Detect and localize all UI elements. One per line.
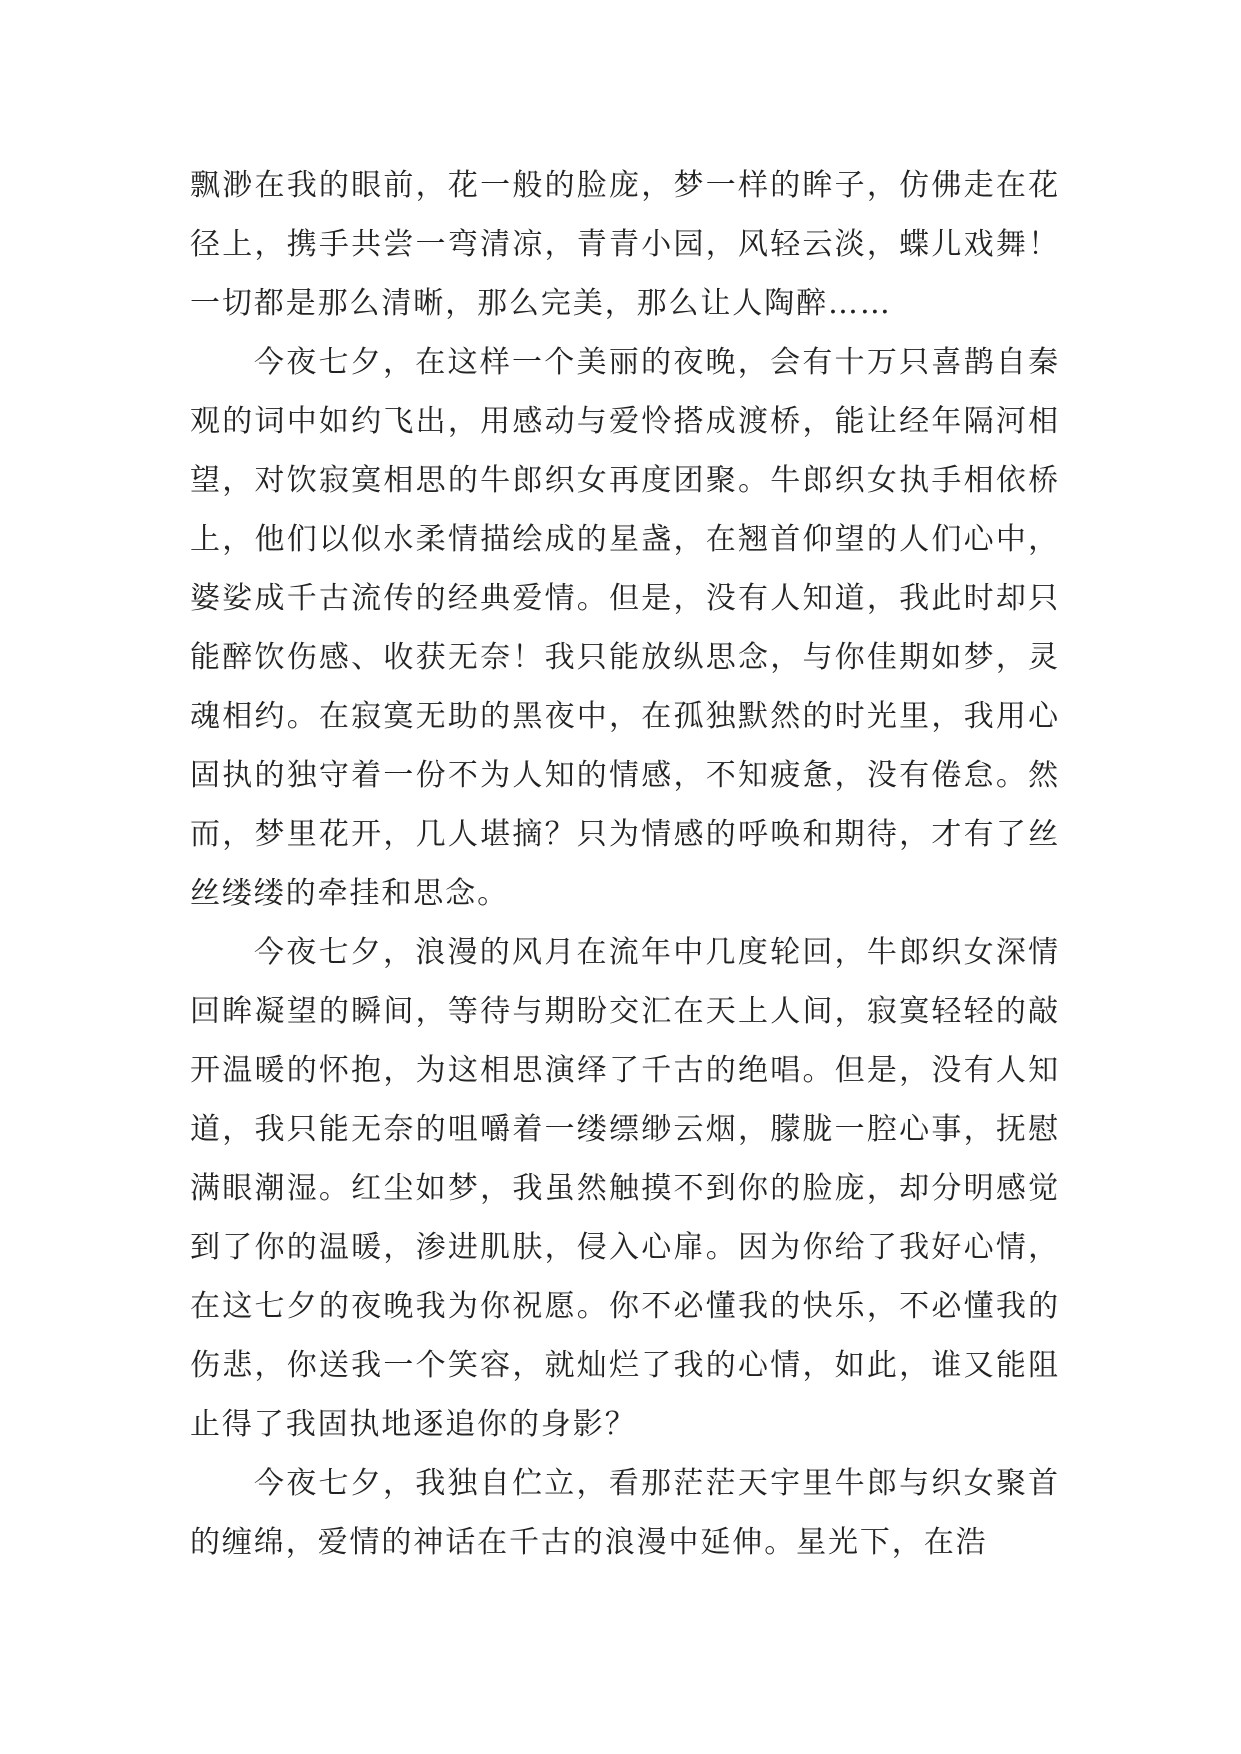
paragraph-2: 今夜七夕，在这样一个美丽的夜晚，会有十万只喜鹊自秦观的词中如约飞出，用感动与爱怜搭成渡桥，能让经年隔河相望，对饮寂寞相思的牛郎织女再度团聚。牛郎织女执手相依桥上，他们以似水柔情描绘成的星盏，在翘首仰望的人们心中，婆娑成千古流传的经典爱情。但是，没有人知道，我此时却只能醉饮伤感、收获无奈！我只能放纵思念，与你佳期如梦，灵魂相约。在寂寞无助的黑夜中，在孤独默然的时光里，我用心固执的独守着一份不为人知的情感，不知疲惫，没有倦怠。然而，梦里花开，几人堪摘？只为情感的呼唤和期待，才有了丝丝缕缕的牵挂和思念。 bbox=[190, 345, 1060, 911]
paragraph-3: 今夜七夕，浪漫的风月在流年中几度轮回，牛郎织女深情回眸凝望的瞬间，等待与期盼交汇在天上人间，寂寞轻轻的敲开温暖的怀抱，为这相思演绎了千古的绝唱。但是，没有人知道，我只能无奈的咀嚼着一缕缥缈云烟，朦胧一腔心事，抚慰满眼潮湿。红尘如梦，我虽然触摸不到你的脸庞，却分明感觉到了你的温暖，渗进肌肤，侵入心扉。因为你给了我好心情，在这七夕的夜晚我为你祝愿。你不必懂我的快乐，不必懂我的伤悲，你送我一个笑容，就灿烂了我的心情，如此，谁又能阻止得了我固执地逐追你的身影？ bbox=[190, 935, 1060, 1442]
paragraph-4: 今夜七夕，我独自伫立，看那茫茫天宇里牛郎与织女聚首的缠绵，爱情的神话在千古的浪漫中延伸。星光下，在浩 bbox=[190, 1466, 1060, 1560]
document-body bbox=[190, 156, 1060, 1572]
paragraph-1: 飘渺在我的眼前，花一般的脸庞，梦一样的眸子，仿佛走在花径上，携手共尝一弯清凉，青青小园，风轻云淡，蝶儿戏舞！一切都是那么清晰，那么完美，那么让人陶醉…… bbox=[190, 168, 1060, 321]
